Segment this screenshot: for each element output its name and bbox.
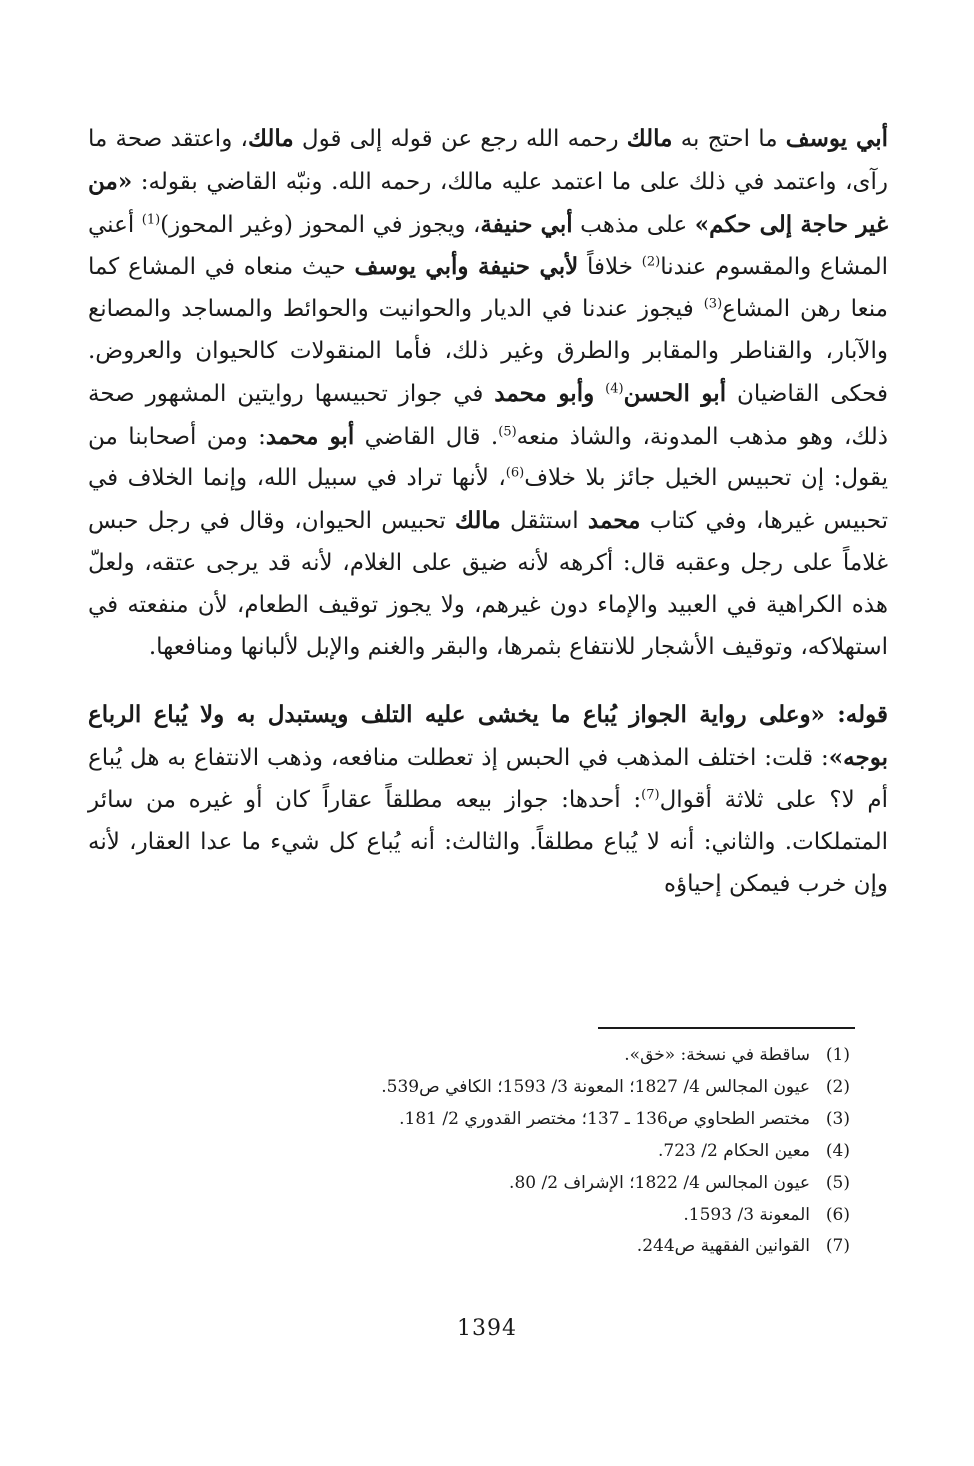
- body-text: خلافاً: [578, 254, 642, 281]
- footnote-item: [88, 1072, 850, 1104]
- footnote-item: [88, 1104, 850, 1136]
- body-text: استثقل: [500, 508, 588, 535]
- body-text: : ومن أصحابنا من يقول: إن تحبيس الخيل جائز بلا خلاف: [88, 423, 888, 492]
- footnote-ref: (6): [505, 465, 525, 481]
- footnote-text: مختصر الطحاوي ص136 ـ 137؛ مختصر القدوري 2/ 181.: [399, 1108, 810, 1129]
- footnote-divider: [598, 1027, 855, 1029]
- body-text: فيجوز عندنا في الديار والحوانيت والحوائط والمساجد والمصانع والآبار، والقناطر والمقابر والطرق وغير ذلك، فأما المنقولات كالحيوان والعروض. فحكى القاضيان: [88, 296, 889, 407]
- bold-term: وأبو محمد: [494, 379, 595, 407]
- footnote-ref: (1): [141, 211, 161, 227]
- body-text: ، ويجوز في المحوز (وغير المحوز): [160, 211, 481, 238]
- footnote-number: (4): [825, 1140, 850, 1161]
- footnote-text: ساقطة في نسخة: «خق».: [624, 1045, 810, 1065]
- body-text: ، لأنها تراد في سبيل الله، وإنما الخلاف في تحبيس غيرها، وفي كتاب: [88, 465, 888, 535]
- body-text: ما احتج به: [672, 126, 786, 152]
- body-text: على مذهب: [572, 211, 695, 238]
- bold-term: «من غير حاجة إلى حكم»: [88, 167, 888, 238]
- body-text: أعني المشاع والمقسوم عندنا: [88, 211, 888, 281]
- footnote-ref: (4): [605, 381, 624, 397]
- footnote-number: (5): [825, 1172, 850, 1193]
- body-text: رحمه الله رجع عن قوله إلى قول: [293, 126, 627, 152]
- body-text: : قلت: اختلف المذهب في الحبس إذ تعطلت منافعه، وذهب الانتفاع به هل يُباع أم لا؟ على ثلاثة أقوال: [88, 745, 888, 813]
- body-paragraph: [88, 118, 888, 668]
- footnotes-list: [88, 1040, 850, 1263]
- body-text: [594, 381, 605, 407]
- body-text: ، واعتقد صحة ما رآى، واعتمد في ذلك على ما اعتمد عليه مالك، رحمه الله. ونبّه القاضي بقوله:: [88, 126, 888, 195]
- footnote-text: القوانين الفقهية ص244.: [636, 1236, 810, 1257]
- footnote-ref: (3): [703, 296, 723, 312]
- body-text: : أحدها: جواز بيعه مطلقاً عقاراً كان أو غيره من سائر المتملكات. والثاني: أنه لا يُباع مطلقاً. والثالث: أنه يُباع كل شيء ما عدا العقار، لأنه وإن خرب فيمكن إحياؤه: [88, 786, 888, 897]
- body-text: . قال القاضي: [354, 423, 499, 450]
- footnote-item: [88, 1136, 850, 1168]
- page-body: [88, 118, 888, 905]
- footnote-ref: (7): [641, 787, 660, 803]
- footnote-text: معين الحكام 2/ 723.: [658, 1140, 810, 1161]
- footnote-number: (7): [825, 1236, 850, 1257]
- page-number: 1394: [457, 1316, 517, 1341]
- body-text: تحبيس الحيوان، وقال في رجل حبس غلاماً على رجل وعقبه قال: أكرهه لأنه ضيق على الغلام، لأنه قد يرجى عتقه، ولعلّ هذه الكراهية في العبيد والإماء دون غيرهم، ولا يجوز توقيف الطعام، لأن منفعته في استهلاكه، وتوقيف الأشجار للانتفاع بثمرها، والبقر والغنم والإبل لألبانها ومنافعها.: [88, 508, 888, 660]
- bold-term: أبي حنيفة: [480, 210, 573, 238]
- bold-term: محمد: [587, 507, 641, 535]
- footnote-number: (1): [825, 1045, 850, 1065]
- footnote-number: (2): [825, 1076, 850, 1097]
- footnote-text: عيون المجالس 4/ 1827؛ المعونة 3/ 1593؛ الكافي ص539.: [381, 1076, 810, 1097]
- bold-term: أبو الحسن: [623, 379, 727, 407]
- footnote-text: المعونة 3/ 1593.: [683, 1204, 810, 1225]
- footnote-ref: (5): [498, 423, 517, 439]
- bold-term: مالك: [455, 507, 501, 535]
- bold-term: مالك: [247, 125, 294, 152]
- bold-term: لأبي حنيفة وأبي يوسف: [354, 253, 579, 281]
- bold-term: قوله: «وعلى رواية الجواز يُباع ما يخشى عليه التلف ويستبدل به ولا يُباع الرباع بوجه»: [88, 701, 888, 772]
- bold-term: أبو محمد: [265, 422, 355, 450]
- footnote-ref: (2): [641, 254, 661, 270]
- footnote-text: عيون المجالس 4/ 1822؛ الإشراف 2/ 80.: [509, 1172, 810, 1193]
- body-paragraph: [88, 694, 888, 905]
- footnote-number: (6): [825, 1204, 850, 1225]
- bold-term: مالك: [626, 125, 673, 152]
- footnote-number: (3): [825, 1108, 850, 1129]
- body-text: في جواز تحبيسها روايتين المشهور صحة ذلك، وهو مذهب المدونة، والشاذ منعه: [88, 380, 889, 450]
- footnote-item: [88, 1168, 850, 1200]
- footnote-item: [88, 1200, 850, 1232]
- footnote-item: [88, 1231, 850, 1263]
- bold-term: أبي يوسف: [785, 125, 888, 152]
- footnote-item: [88, 1040, 850, 1072]
- body-text: حيث منعاه في المشاع كما منعا رهن المشاع: [88, 254, 888, 323]
